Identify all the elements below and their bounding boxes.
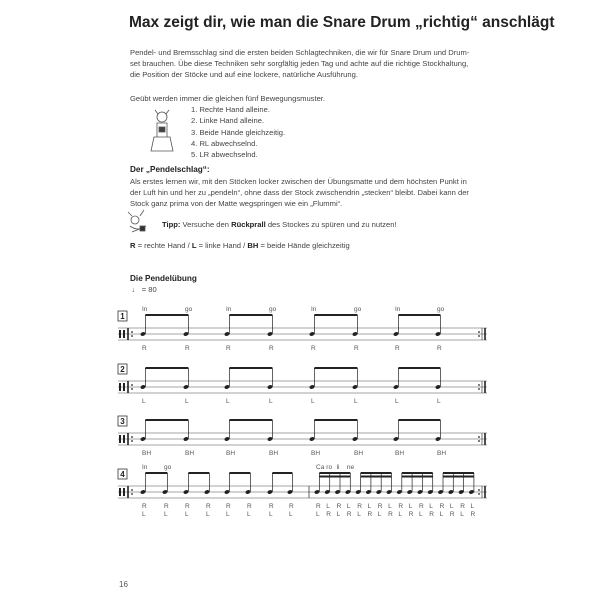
- sticking-label: L: [269, 398, 273, 405]
- sticking-label: R: [408, 511, 414, 518]
- note-beam: [443, 476, 474, 478]
- repeat-dot: [478, 440, 480, 442]
- percussion-clef: [119, 330, 121, 338]
- sticking-label: R: [142, 503, 147, 510]
- repeat-dot: [131, 388, 133, 390]
- note-beam: [314, 419, 357, 421]
- percussion-clef: [123, 330, 125, 338]
- repeat-dot: [478, 384, 480, 386]
- syllable: In: [142, 306, 148, 313]
- sticking-label: BH: [142, 450, 152, 457]
- sticking-label: L: [206, 511, 210, 518]
- pendel-heading: Der „Pendelschlag“:: [130, 165, 210, 174]
- sticking-label: R: [419, 503, 424, 510]
- sticking-label: R: [269, 503, 274, 510]
- measure-number: 2: [120, 365, 125, 374]
- sticking-label: L: [247, 511, 251, 518]
- sticking-label: R: [429, 511, 435, 518]
- syllable: In: [395, 306, 401, 313]
- note-beam: [402, 476, 433, 478]
- sticking-label: L: [439, 511, 444, 518]
- tip-text-part: des Stockes zu spüren und zu nutzen!: [265, 220, 397, 229]
- sticking-label: R: [449, 511, 455, 518]
- sticking-label: R: [388, 511, 393, 518]
- note-beam: [314, 314, 357, 316]
- sticking-label: R: [289, 503, 294, 510]
- sticking-label: L: [429, 503, 433, 510]
- syllable: In: [311, 306, 317, 313]
- syllable: li: [336, 464, 340, 471]
- tempo-marking: ♩ = 80: [132, 285, 157, 294]
- sticking-label: BH: [185, 450, 195, 457]
- syllable: In: [226, 306, 232, 313]
- repeat-dot: [478, 493, 480, 495]
- sticking-label: R: [226, 503, 231, 510]
- pattern-item: 5. LR abwechselnd.: [191, 150, 258, 160]
- tip-text-part: Versuche den: [180, 220, 232, 229]
- note-beam: [188, 472, 209, 474]
- repeat-dot: [131, 331, 133, 333]
- syllable: ne: [346, 464, 355, 471]
- note-beam: [398, 419, 440, 421]
- patterns-intro: Geübt werden immer die gleichen fünf Bewegungsmuster.: [130, 94, 326, 103]
- sticking-label: L: [408, 503, 413, 510]
- note-beam: [314, 367, 357, 369]
- sticking-label: L: [367, 503, 372, 510]
- syllable: ro: [326, 464, 333, 471]
- page-title: Max zeigt dir, wie man die Snare Drum „richtig“ anschlägt: [129, 14, 555, 31]
- pattern-item: 1. Rechte Hand alleine.: [191, 105, 270, 114]
- sticking-label: R: [439, 503, 445, 510]
- percussion-clef: [119, 488, 121, 496]
- sticking-label: L: [388, 503, 392, 510]
- note-beam: [145, 419, 188, 421]
- sticking-label: L: [164, 511, 168, 518]
- sticking-label: L: [142, 398, 146, 405]
- measure-number: 1: [120, 312, 125, 321]
- note-beam: [229, 472, 250, 474]
- sticking-label: R: [346, 511, 352, 518]
- note-beam: [402, 472, 433, 474]
- note-beam: [229, 314, 272, 316]
- repeat-dot: [131, 440, 133, 442]
- intro-paragraph: Pendel- und Bremsschlag sind die ersten beiden Schlagtechniken, die wir für Snare Drum und Drum-set brauchen. Übe diese Techniken sehr sorgfältig jeden Tag und achte auf die richtige Stockhaltung, die Position der Stöcke und auf eine lockere, natürliche Ausführung.: [130, 48, 470, 80]
- legend-r: R: [130, 241, 136, 250]
- sticking-label: R: [470, 511, 476, 518]
- note-beam: [319, 472, 350, 474]
- sticking-label: L: [354, 398, 358, 405]
- sticking-label: L: [470, 503, 475, 510]
- sticking-label: L: [326, 503, 330, 510]
- note-beam: [361, 476, 392, 478]
- measure-number: 4: [120, 470, 125, 479]
- note-beam: [272, 472, 292, 474]
- sticking-label: BH: [311, 450, 321, 457]
- sticking-label: L: [185, 398, 189, 405]
- percussion-clef: [123, 435, 125, 443]
- sticking-label: R: [460, 503, 465, 510]
- sticking-label: L: [357, 511, 361, 518]
- note-beam: [229, 367, 272, 369]
- pendel-paragraph: Als erstes lernen wir, mit den Stöcken locker zwischen der Übungsmatte und dem höchsten Punkt in der Luft hin und her zu „pendeln“, ohne dass der Stock zwischendrin „stecken“ bleibt. Dabei kann der Stock ganz prima von der Matte wegspringen wie ein „Flummi“.: [130, 177, 469, 209]
- sticking-label: R: [437, 345, 442, 352]
- legend-text: = rechte Hand /: [135, 241, 192, 250]
- legend-text: = linke Hand /: [196, 241, 248, 250]
- percussion-clef: [123, 488, 125, 496]
- syllable: go: [437, 306, 445, 313]
- sticking-label: R: [269, 345, 274, 352]
- sticking-label: L: [269, 511, 273, 518]
- sticking-label: L: [395, 398, 399, 405]
- repeat-dot: [131, 493, 133, 495]
- page-number: 16: [119, 580, 128, 589]
- sticking-label: R: [357, 503, 362, 510]
- sticking-label: R: [367, 511, 373, 518]
- repeat-dot: [131, 436, 133, 438]
- percussion-clef: [123, 383, 125, 391]
- note-beam: [145, 314, 188, 316]
- sticking-label: L: [437, 398, 441, 405]
- pattern-item: 3. Beide Hände gleichzeitig.: [191, 127, 286, 137]
- tip-label: Tipp:: [162, 220, 181, 229]
- sticking-label: L: [346, 503, 351, 510]
- note-beam: [398, 314, 440, 316]
- sticking-label: L: [226, 398, 230, 405]
- percussion-clef: [119, 383, 121, 391]
- sticking-label: R: [226, 345, 231, 352]
- legend-l: L: [191, 241, 197, 250]
- sticking-label: R: [336, 503, 342, 510]
- sticking-label: L: [377, 511, 382, 518]
- sticking-label: L: [419, 511, 423, 518]
- exercise-title: Die Pendelübung: [130, 274, 197, 283]
- note-beam: [145, 367, 188, 369]
- sticking-label: R: [142, 345, 147, 352]
- sticking-label: L: [289, 511, 293, 518]
- repeat-dot: [478, 436, 480, 438]
- syllable: go: [185, 306, 193, 313]
- sticking-label: R: [164, 503, 169, 510]
- tip-bold: Rückprall: [231, 220, 266, 229]
- pattern-item: 4. RL abwechselnd.: [191, 138, 258, 148]
- sticking-label: BH: [437, 450, 447, 457]
- sticking-label: L: [311, 398, 315, 405]
- legend-text: = beide Hände gleichzeitig: [258, 241, 350, 250]
- sticking-label: R: [316, 503, 321, 510]
- sticking-label: L: [142, 511, 146, 518]
- repeat-dot: [478, 388, 480, 390]
- note-beam: [319, 476, 350, 478]
- note-beam: [443, 472, 474, 474]
- sticking-label: R: [206, 503, 211, 510]
- syllable: go: [269, 306, 277, 313]
- note-beam: [145, 472, 167, 474]
- repeat-dot: [131, 384, 133, 386]
- sticking-label: R: [326, 511, 332, 518]
- repeat-dot: [478, 335, 480, 337]
- note-beam: [398, 367, 440, 369]
- sticking-label: R: [185, 503, 190, 510]
- sticking-label: L: [460, 511, 464, 518]
- syllable: Ca: [316, 464, 325, 471]
- sticking-label: BH: [269, 450, 279, 457]
- sticking-label: R: [398, 503, 404, 510]
- repeat-dot: [131, 489, 133, 491]
- sticking-label: R: [395, 345, 400, 352]
- sticking-label: R: [354, 345, 359, 352]
- sticking-label: BH: [226, 450, 236, 457]
- pattern-item: 2. Linke Hand alleine.: [191, 116, 265, 126]
- sticking-label: L: [185, 511, 189, 518]
- sticking-label: R: [247, 503, 252, 510]
- repeat-dot: [478, 489, 480, 491]
- sticking-label: BH: [395, 450, 405, 457]
- legend-bh: BH: [247, 241, 259, 250]
- sticking-label: R: [185, 345, 190, 352]
- sticking-label: BH: [354, 450, 364, 457]
- sticking-label: L: [449, 503, 454, 510]
- syllable: go: [354, 306, 362, 313]
- repeat-dot: [478, 331, 480, 333]
- sticking-label: L: [398, 511, 403, 518]
- syllable: In: [142, 464, 148, 471]
- percussion-clef: [119, 435, 121, 443]
- sticking-label: R: [377, 503, 383, 510]
- note-beam: [229, 419, 272, 421]
- repeat-dot: [131, 335, 133, 337]
- sticking-label: L: [226, 511, 230, 518]
- sticking-label: L: [336, 511, 341, 518]
- syllable: go: [164, 464, 172, 471]
- sticking-label: L: [316, 511, 320, 518]
- note-beam: [361, 472, 392, 474]
- measure-number: 3: [120, 417, 125, 426]
- sticking-label: R: [311, 345, 316, 352]
